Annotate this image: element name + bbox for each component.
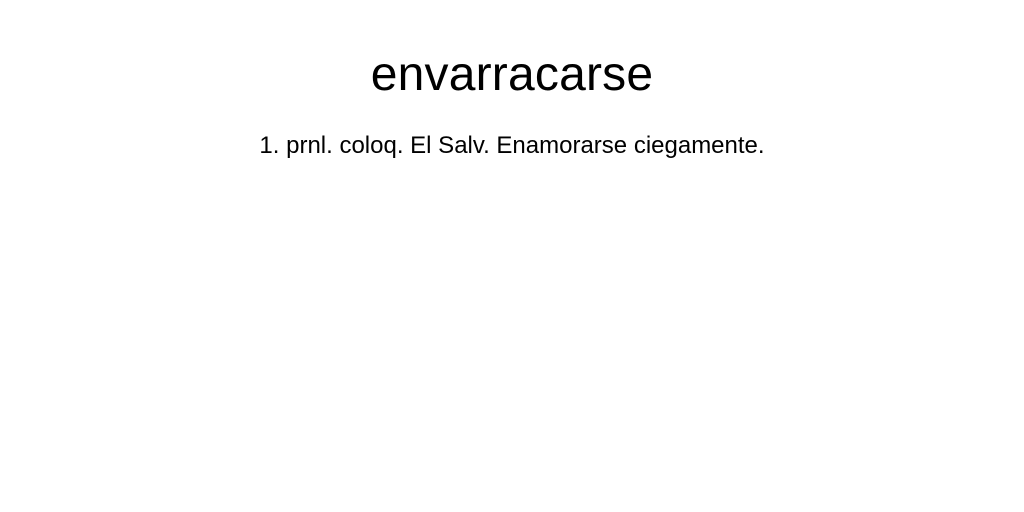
headword: envarracarse bbox=[370, 48, 654, 101]
definition-1: 1. prnl. coloq. El Salv. Enamorarse ciegamente. bbox=[259, 132, 765, 159]
